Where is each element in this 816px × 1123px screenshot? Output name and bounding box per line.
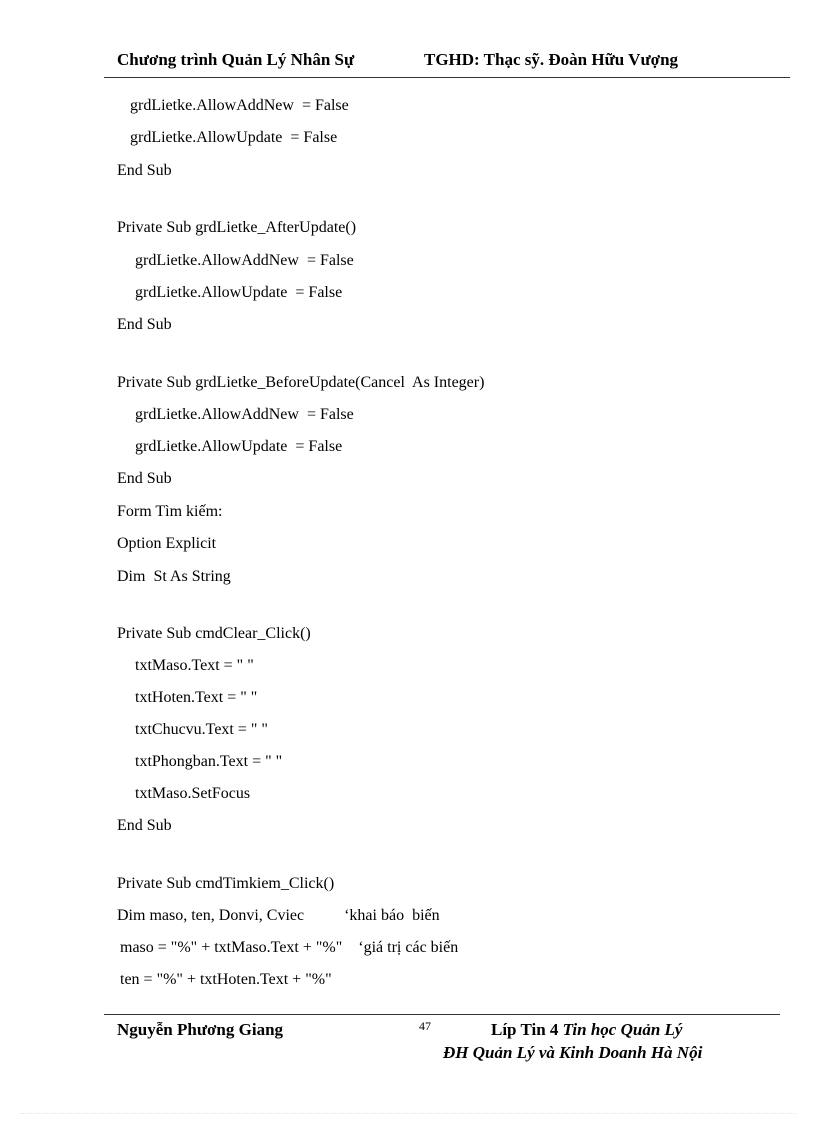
code-line: grdLietke.AllowUpdate = False [130,129,338,146]
footer-author: Nguyễn Phương Giang [117,1020,284,1039]
code-line: ten = "%" + txtHoten.Text + "%" [120,971,332,988]
code-line: Private Sub grdLietke_AfterUpdate() [117,219,357,236]
header-divider [104,77,790,78]
header-program-title: Chương trình Quản Lý Nhân Sự [117,50,355,69]
code-line: End Sub [117,817,172,834]
code-line: txtHoten.Text = " " [135,689,258,706]
code-line: txtChucvu.Text = " " [135,721,268,738]
code-line: grdLietke.AllowAddNew = False [130,97,349,114]
code-line: txtMaso.SetFocus [135,785,251,802]
code-line: End Sub [117,470,172,487]
footer-class-subject: Tin học Quản Lý [562,1020,683,1039]
code-line: grdLietke.AllowUpdate = False [135,284,343,301]
page-bottom-border [20,1113,796,1114]
code-line: End Sub [117,316,172,333]
code-line: Private Sub cmdTimkiem_Click() [117,875,335,892]
code-line: Private Sub cmdClear_Click() [117,625,311,642]
footer-divider [104,1014,780,1015]
code-line: grdLietke.AllowAddNew = False [135,406,354,423]
footer-class [491,1020,682,1040]
footer-class-name: Líp Tin 4 [491,1020,563,1039]
code-line: Dim maso, ten, Donvi, Cviec ‘khai báo biến [117,907,440,924]
page-number: 47 [419,1019,431,1033]
code-line: Private Sub grdLietke_BeforeUpdate(Cancel As Integer) [117,374,485,391]
code-line: txtMaso.Text = " " [135,657,254,674]
code-line: Option Explicit [117,535,217,552]
code-line: End Sub [117,162,172,179]
code-line: txtPhongban.Text = " " [135,753,283,770]
section-heading: Form Tìm kiếm: [117,503,223,520]
page-header [117,50,679,70]
code-line: Dim St As String [117,568,231,585]
code-line: grdLietke.AllowUpdate = False [135,438,343,455]
code-line: grdLietke.AllowAddNew = False [135,252,354,269]
header-supervisor: TGHD: Thạc sỹ. Đoàn Hữu Vượng [424,50,679,69]
footer-school: ĐH Quản Lý và Kinh Doanh Hà Nội [443,1043,703,1062]
code-line: maso = "%" + txtMaso.Text + "%" ‘giá trị các biến [120,939,459,956]
